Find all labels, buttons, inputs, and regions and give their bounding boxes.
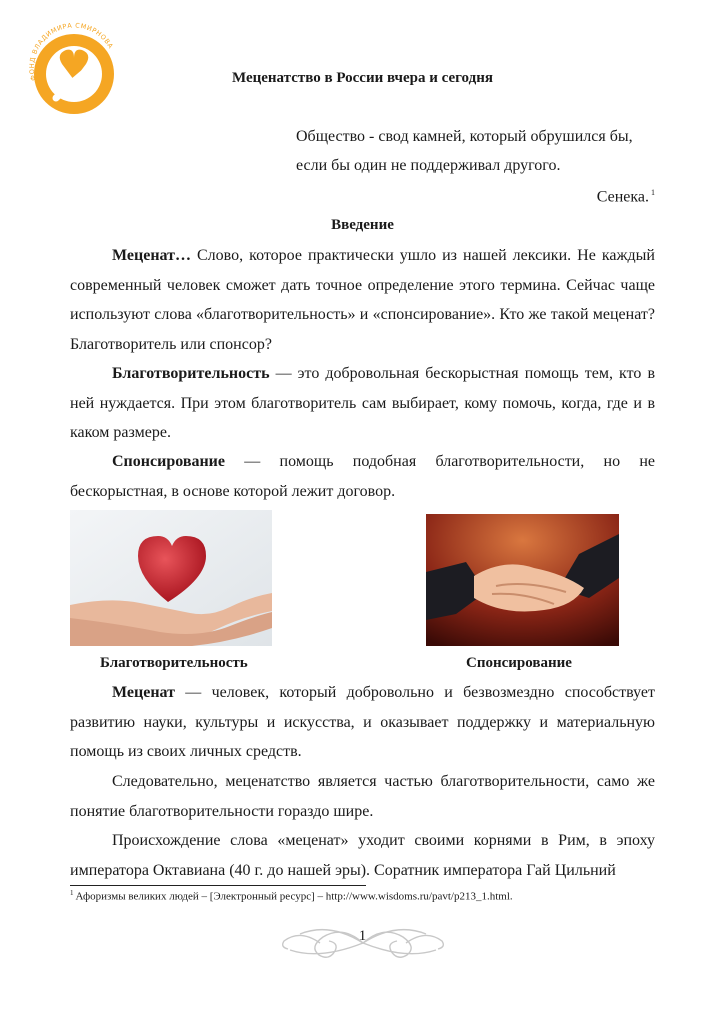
footnote: [70, 889, 670, 903]
charity-heart-hands-image: [70, 510, 272, 646]
epigraph-line-1: Общество - свод камней, который обрушился бы,: [296, 128, 633, 145]
sponsorship-handshake-image: [426, 514, 619, 646]
caption-sponsorship: Спонсирование: [466, 655, 572, 671]
caption-charity: Благотворительность: [100, 655, 248, 671]
paragraph-text: — человек, который добровольно и безвозмездно способствует развитию науки, культуры и искусства, и оказывает поддержку и материальную помощь из своих личных средств.: [70, 684, 655, 760]
paragraph-sponsorship: [70, 447, 655, 506]
paragraph-mecenat-definition: [70, 678, 655, 767]
epigraph-line-2: если бы один не поддерживал другого.: [296, 157, 561, 174]
term-mecenat: Меценат…: [112, 247, 191, 264]
paragraph-origin: Происхождение слова «меценат» уходит своими корнями в Рим, в эпоху императора Октавиана (40 г. до нашей эры). Соратник императора Гай Цильний: [70, 832, 655, 879]
footnote-text: Афоризмы великих людей – [Электронный ресурс] – http://www.wisdoms.ru/pavt/p213_1.html.: [75, 890, 513, 903]
paragraph-text: — помощь подобная благотворительности, но не бескорыстная, в основе которой лежит договор.: [70, 453, 655, 500]
footnote-separator: [70, 885, 366, 886]
document-title: Меценатство в России вчера и сегодня: [232, 70, 493, 86]
epigraph-author-name: Сенека.: [596, 188, 649, 206]
epigraph-author: [597, 188, 655, 206]
footnote-reference[interactable]: 1: [651, 188, 655, 197]
paragraph-text: Слово, которое практически ушло из нашей лексики. Не каждый современный человек сможет дать точное определение этого термина. Сейчас чаще используют слова «благотворительность» и «спонсирование». Кто же такой меценат? Благотворитель или спонсор?: [70, 247, 655, 353]
term-charity: Благотворительность: [112, 365, 270, 382]
term-mecenat: Меценат: [112, 684, 175, 701]
footnote-mark: 1: [70, 889, 74, 897]
logo-arc-text: ФОНД ВЛАДИМИРА СМИРНОВА: [27, 21, 115, 82]
paragraph-text: — это добровольная бескорыстная помощь тем, кто в ней нуждается. При этом благотворитель сам выбирает, кому помочь, когда, где и в каком размере.: [70, 365, 655, 441]
paragraph-mecenat-intro: [70, 241, 655, 359]
term-sponsorship: Спонсирование: [112, 453, 225, 470]
paragraph-conclusion: Следовательно, меценатство является частью благотворительности, само же понятие благотворительности гораздо шире.: [70, 773, 655, 820]
paragraph-charity: [70, 359, 655, 448]
page-number: 1: [358, 928, 367, 944]
section-heading: Введение: [331, 217, 394, 233]
